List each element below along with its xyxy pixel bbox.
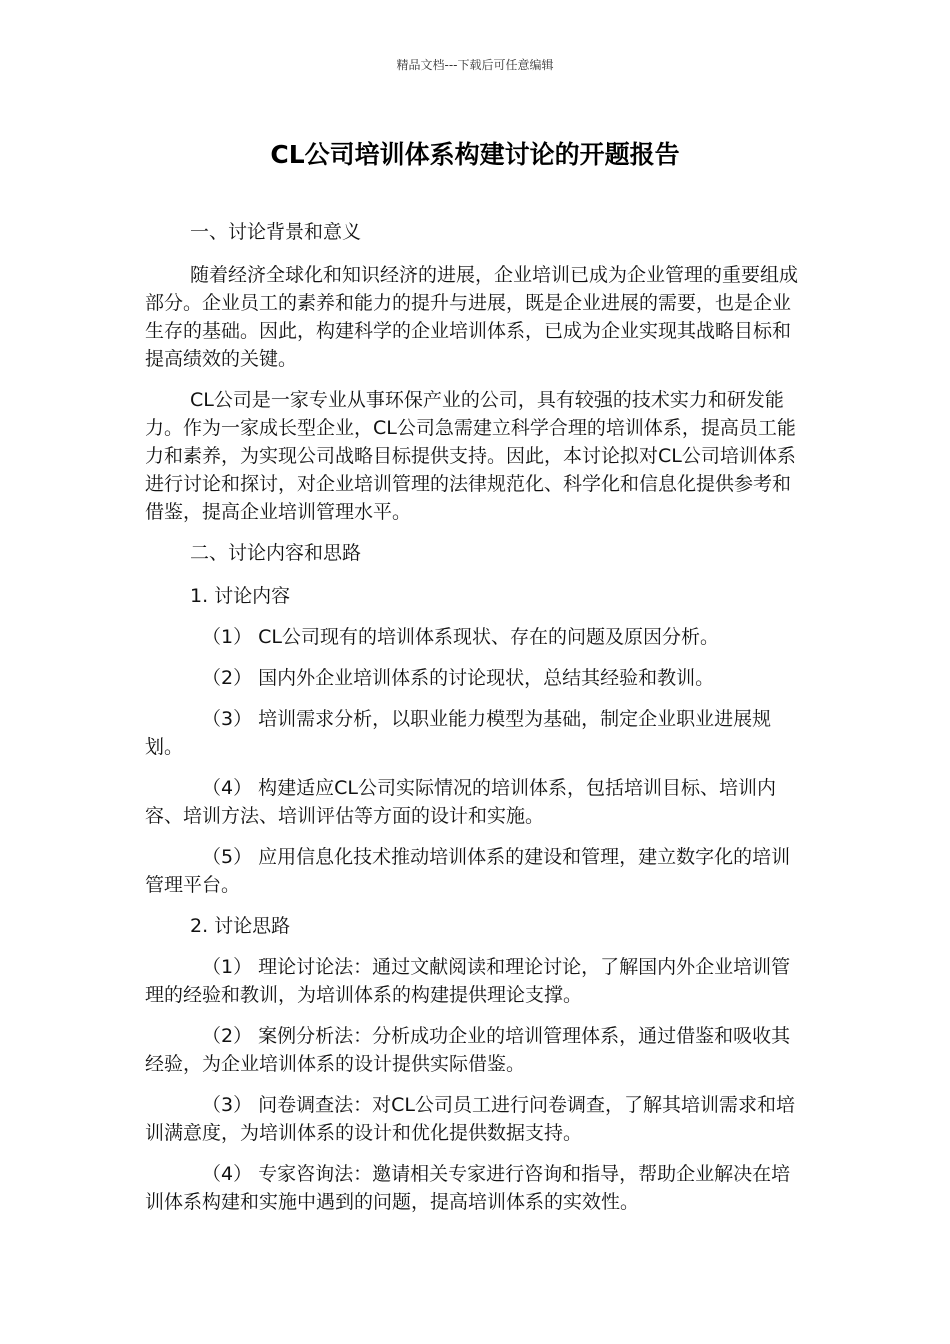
subheading-approach: 2. 讨论思路 bbox=[190, 915, 291, 937]
approach-item: （3） 问卷调查法：对CL公司员工进行问卷调查，了解其培训需求和培训满意度，为培训体系的设计和优化提供数据支持。 bbox=[145, 1094, 795, 1144]
subheading-content: 1. 讨论内容 bbox=[190, 585, 291, 607]
content-item: （2） 国内外企业培训体系的讨论现状，总结其经验和教训。 bbox=[202, 667, 715, 689]
page-header: 精品文档---下载后可任意编辑 bbox=[396, 58, 554, 72]
content-item: （1） CL公司现有的培训体系现状、存在的问题及原因分析。 bbox=[202, 626, 719, 648]
document-title: CL公司培训体系构建讨论的开题报告 bbox=[270, 140, 680, 169]
paragraph-company-intro: CL公司是一家专业从事环保产业的公司，具有较强的技术实力和研发能力。作为一家成长型企业，CL公司急需建立科学合理的培训体系，提高员工能力和素养，为实现公司战略目标提供支持。因此，本讨论拟对CL公司培训体系进行讨论和探讨，对企业培训管理的法律规范化、科学化和信息化提供参考和借鉴，提高企业培训管理水平。 bbox=[145, 389, 796, 523]
paragraph-background: 随着经济全球化和知识经济的进展，企业培训已成为企业管理的重要组成部分。企业员工的素养和能力的提升与进展，既是企业进展的需要，也是企业生存的基础。因此，构建科学的企业培训体系，已成为企业实现其战略目标和提高绩效的关键。 bbox=[145, 264, 799, 370]
document-body bbox=[145, 218, 805, 1229]
content-item: （3） 培训需求分析，以职业能力模型为基础，制定企业职业进展规划。 bbox=[145, 708, 772, 758]
approach-item: （2） 案例分析法：分析成功企业的培训管理体系，通过借鉴和吸收其经验，为企业培训体系的设计提供实际借鉴。 bbox=[145, 1025, 791, 1075]
approach-item: （4） 专家咨询法：邀请相关专家进行咨询和指导，帮助企业解决在培训体系构建和实施中遇到的问题，提高培训体系的实效性。 bbox=[145, 1163, 791, 1213]
content-item: （5） 应用信息化技术推动培训体系的建设和管理，建立数字化的培训管理平台。 bbox=[145, 846, 791, 896]
content-item: （4） 构建适应CL公司实际情况的培训体系，包括培训目标、培训内容、培训方法、培训评估等方面的设计和实施。 bbox=[145, 777, 776, 827]
approach-item: （1） 理论讨论法：通过文献阅读和理论讨论，了解国内外企业培训管理的经验和教训，为培训体系的构建提供理论支撑。 bbox=[145, 956, 791, 1006]
section-heading-content-approach: 二、讨论内容和思路 bbox=[190, 542, 362, 564]
section-heading-background: 一、讨论背景和意义 bbox=[190, 221, 362, 243]
